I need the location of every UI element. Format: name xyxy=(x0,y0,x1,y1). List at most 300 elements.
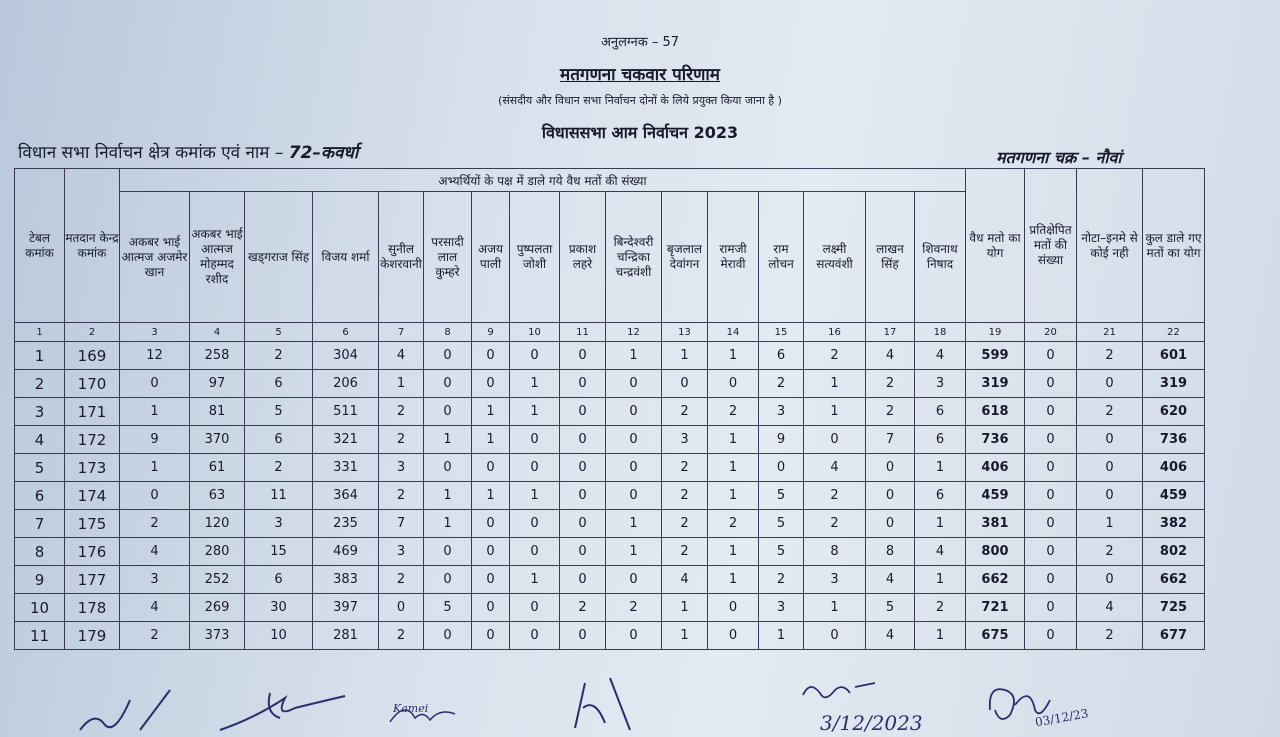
vote-cell: 4 xyxy=(804,454,866,482)
vote-cell: 0 xyxy=(1077,566,1143,594)
vote-cell: 662 xyxy=(966,566,1025,594)
vote-cell: 1 xyxy=(510,482,560,510)
vote-cell: 1 xyxy=(510,370,560,398)
vote-cell: 2 xyxy=(120,622,190,650)
vote-cell: 30 xyxy=(245,594,313,622)
vote-cell: 3 xyxy=(379,454,424,482)
vote-cell: 0 xyxy=(120,370,190,398)
vote-cell: 1 xyxy=(379,370,424,398)
vote-cell: 1 xyxy=(606,510,662,538)
booth-number-cell: 176 xyxy=(65,538,120,566)
vote-cell: 0 xyxy=(560,482,606,510)
column-header-10: पुष्पलता जोशी xyxy=(510,192,560,323)
table-row xyxy=(15,594,1205,622)
vote-cell: 2 xyxy=(866,370,915,398)
vote-cell: 0 xyxy=(606,482,662,510)
vote-cell: 1 xyxy=(662,594,708,622)
vote-cell: 0 xyxy=(424,566,472,594)
vote-cell: 4 xyxy=(866,622,915,650)
vote-cell: 4 xyxy=(379,342,424,370)
vote-cell: 0 xyxy=(510,510,560,538)
vote-cell: 0 xyxy=(472,370,510,398)
vote-cell: 677 xyxy=(1143,622,1205,650)
column-number: 12 xyxy=(606,323,662,342)
vote-cell: 0 xyxy=(1025,398,1077,426)
column-number: 22 xyxy=(1143,323,1205,342)
vote-cell: 2 xyxy=(379,622,424,650)
vote-cell: 15 xyxy=(245,538,313,566)
vote-cell: 2 xyxy=(379,426,424,454)
vote-cell: 4 xyxy=(915,538,966,566)
vote-cell: 364 xyxy=(313,482,379,510)
vote-cell: 2 xyxy=(759,566,804,594)
vote-cell: 61 xyxy=(190,454,245,482)
vote-cell: 0 xyxy=(1025,510,1077,538)
results-table xyxy=(14,168,1205,650)
vote-cell: 1 xyxy=(708,454,759,482)
column-header-9: अजय पाली xyxy=(472,192,510,323)
vote-cell: 6 xyxy=(759,342,804,370)
vote-cell: 3 xyxy=(662,426,708,454)
vote-cell: 269 xyxy=(190,594,245,622)
vote-cell: 0 xyxy=(424,538,472,566)
table-row xyxy=(15,538,1205,566)
column-header-6: विजय शर्मा xyxy=(313,192,379,323)
vote-cell: 0 xyxy=(510,426,560,454)
column-number: 5 xyxy=(245,323,313,342)
table-number-cell: 5 xyxy=(15,454,65,482)
vote-cell: 802 xyxy=(1143,538,1205,566)
column-number: 4 xyxy=(190,323,245,342)
constituency-line xyxy=(18,140,358,163)
vote-cell: 0 xyxy=(560,426,606,454)
vote-cell: 469 xyxy=(313,538,379,566)
column-header-13: बृजलाल देवांगन xyxy=(662,192,708,323)
vote-cell: 0 xyxy=(472,538,510,566)
column-header-11: प्रकाश लहरे xyxy=(560,192,606,323)
column-number: 10 xyxy=(510,323,560,342)
constituency-label: विधान सभा निर्वाचन क्षेत्र कमांक एवं नाम – xyxy=(18,143,284,163)
vote-cell: 2 xyxy=(1077,538,1143,566)
vote-cell: 0 xyxy=(510,594,560,622)
vote-cell: 373 xyxy=(190,622,245,650)
vote-cell: 2 xyxy=(379,398,424,426)
vote-cell: 319 xyxy=(1143,370,1205,398)
page-title: मतगणना चकवार परिणाम xyxy=(560,65,720,85)
vote-cell: 4 xyxy=(120,594,190,622)
table-number-cell: 3 xyxy=(15,398,65,426)
column-header-19: वैध मतो का योग xyxy=(966,169,1025,323)
vote-cell: 1 xyxy=(708,342,759,370)
column-number: 9 xyxy=(472,323,510,342)
column-header-20: प्रतिक्षेपित मतों की संख्या xyxy=(1025,169,1077,323)
vote-cell: 1 xyxy=(915,510,966,538)
vote-cell: 0 xyxy=(560,538,606,566)
vote-cell: 1 xyxy=(472,398,510,426)
vote-cell: 319 xyxy=(966,370,1025,398)
table-row xyxy=(15,454,1205,482)
vote-cell: 2 xyxy=(379,566,424,594)
vote-cell: 0 xyxy=(560,370,606,398)
vote-cell: 4 xyxy=(1077,594,1143,622)
signature-2 xyxy=(215,678,355,737)
vote-cell: 383 xyxy=(313,566,379,594)
vote-cell: 0 xyxy=(424,454,472,482)
vote-cell: 1 xyxy=(708,538,759,566)
column-number: 6 xyxy=(313,323,379,342)
signature-1 xyxy=(70,680,180,737)
vote-cell: 2 xyxy=(245,454,313,482)
vote-cell: 725 xyxy=(1143,594,1205,622)
vote-cell: 0 xyxy=(560,510,606,538)
column-header-18: शिवनाथ निषाद xyxy=(915,192,966,323)
vote-cell: 4 xyxy=(866,566,915,594)
vote-cell: 9 xyxy=(759,426,804,454)
vote-cell: 6 xyxy=(245,370,313,398)
table-row xyxy=(15,622,1205,650)
vote-cell: 2 xyxy=(662,510,708,538)
vote-cell: 0 xyxy=(560,454,606,482)
vote-cell: 97 xyxy=(190,370,245,398)
vote-cell: 1 xyxy=(915,622,966,650)
vote-cell: 1 xyxy=(804,594,866,622)
vote-cell: 2 xyxy=(662,454,708,482)
vote-cell: 6 xyxy=(915,426,966,454)
signature-date-1: 3/12/2023 xyxy=(820,711,923,735)
vote-cell: 2 xyxy=(1077,342,1143,370)
vote-cell: 381 xyxy=(966,510,1025,538)
vote-cell: 0 xyxy=(1025,622,1077,650)
vote-cell: 0 xyxy=(708,622,759,650)
vote-cell: 721 xyxy=(966,594,1025,622)
vote-cell: 235 xyxy=(313,510,379,538)
column-header-22: कुल डाले गए मतों का योग xyxy=(1143,169,1205,323)
vote-cell: 0 xyxy=(560,566,606,594)
vote-cell: 281 xyxy=(313,622,379,650)
vote-cell: 1 xyxy=(804,398,866,426)
vote-cell: 1 xyxy=(662,622,708,650)
booth-number-cell: 177 xyxy=(65,566,120,594)
vote-cell: 2 xyxy=(379,482,424,510)
vote-cell: 0 xyxy=(1025,426,1077,454)
signature-6 xyxy=(980,675,1110,737)
vote-cell: 3 xyxy=(759,594,804,622)
vote-cell: 0 xyxy=(510,538,560,566)
booth-number-cell: 171 xyxy=(65,398,120,426)
vote-cell: 7 xyxy=(379,510,424,538)
column-number: 1 xyxy=(15,323,65,342)
column-number: 13 xyxy=(662,323,708,342)
vote-cell: 2 xyxy=(245,342,313,370)
vote-cell: 0 xyxy=(1025,482,1077,510)
vote-cell: 736 xyxy=(1143,426,1205,454)
vote-cell: 258 xyxy=(190,342,245,370)
vote-cell: 382 xyxy=(1143,510,1205,538)
table-number-cell: 4 xyxy=(15,426,65,454)
vote-cell: 4 xyxy=(866,342,915,370)
vote-cell: 2 xyxy=(120,510,190,538)
vote-cell: 12 xyxy=(120,342,190,370)
column-header-8: परसादी लाल कुम्हरे xyxy=(424,192,472,323)
vote-cell: 0 xyxy=(560,622,606,650)
election-title: विधाससभा आम निर्वाचन 2023 xyxy=(541,123,739,142)
table-number-cell: 11 xyxy=(15,622,65,650)
vote-cell: 0 xyxy=(560,342,606,370)
vote-cell: 6 xyxy=(915,398,966,426)
column-number: 16 xyxy=(804,323,866,342)
vote-cell: 601 xyxy=(1143,342,1205,370)
column-header-4: अकबर भाई आत्मज मोहम्मद रशीद xyxy=(190,192,245,323)
vote-cell: 2 xyxy=(662,538,708,566)
vote-cell: 0 xyxy=(708,594,759,622)
vote-cell: 675 xyxy=(966,622,1025,650)
column-number: 2 xyxy=(65,323,120,342)
page-subtitle: (संसदीय और विधान सभा निर्वाचन दोनों के लिये प्रयुक्त किया जाना है ) xyxy=(498,94,782,107)
vote-cell: 511 xyxy=(313,398,379,426)
vote-cell: 1 xyxy=(1077,510,1143,538)
column-header-15: राम लोचन xyxy=(759,192,804,323)
vote-cell: 3 xyxy=(915,370,966,398)
vote-cell: 3 xyxy=(759,398,804,426)
vote-cell: 1 xyxy=(708,426,759,454)
annex-label: अनुलग्नक – 57 xyxy=(600,35,680,50)
vote-cell: 1 xyxy=(424,510,472,538)
vote-cell: 1 xyxy=(424,482,472,510)
column-header-7: सुनील केशरवानी xyxy=(379,192,424,323)
vote-cell: 397 xyxy=(313,594,379,622)
vote-cell: 2 xyxy=(759,370,804,398)
table-number-cell: 10 xyxy=(15,594,65,622)
vote-cell: 1 xyxy=(510,566,560,594)
vote-cell: 1 xyxy=(120,398,190,426)
booth-number-cell: 173 xyxy=(65,454,120,482)
vote-cell: 1 xyxy=(606,342,662,370)
candidates-group-header: अभ्यर्थियों के पक्ष में डाले गये वैध मतों की संख्या xyxy=(120,169,966,192)
vote-cell: 1 xyxy=(759,622,804,650)
vote-cell: 2 xyxy=(662,398,708,426)
vote-cell: 736 xyxy=(966,426,1025,454)
vote-cell: 0 xyxy=(1025,370,1077,398)
vote-cell: 0 xyxy=(510,342,560,370)
column-header-16: लक्ष्मी सत्यवंशी xyxy=(804,192,866,323)
vote-cell: 331 xyxy=(313,454,379,482)
table-row xyxy=(15,566,1205,594)
vote-cell: 3 xyxy=(245,510,313,538)
vote-cell: 7 xyxy=(866,426,915,454)
vote-cell: 280 xyxy=(190,538,245,566)
signature-date-2: 03/12/23 xyxy=(1033,706,1090,730)
vote-cell: 304 xyxy=(313,342,379,370)
vote-cell: 0 xyxy=(606,566,662,594)
vote-cell: 1 xyxy=(424,426,472,454)
booth-number-cell: 174 xyxy=(65,482,120,510)
vote-cell: 0 xyxy=(472,594,510,622)
vote-cell: 0 xyxy=(560,398,606,426)
column-number: 15 xyxy=(759,323,804,342)
vote-cell: 321 xyxy=(313,426,379,454)
vote-cell: 2 xyxy=(804,482,866,510)
vote-cell: 618 xyxy=(966,398,1025,426)
vote-cell: 0 xyxy=(662,370,708,398)
vote-cell: 2 xyxy=(804,342,866,370)
vote-cell: 1 xyxy=(915,454,966,482)
column-header-1: टेबल कमांक xyxy=(15,169,65,323)
vote-cell: 0 xyxy=(424,342,472,370)
column-number: 7 xyxy=(379,323,424,342)
vote-cell: 1 xyxy=(120,454,190,482)
vote-cell: 1 xyxy=(510,398,560,426)
column-header-17: लाखन सिंह xyxy=(866,192,915,323)
vote-cell: 2 xyxy=(708,398,759,426)
constituency-value: 72–कवर्धा xyxy=(288,143,359,163)
vote-cell: 2 xyxy=(866,398,915,426)
vote-cell: 0 xyxy=(472,622,510,650)
booth-number-cell: 172 xyxy=(65,426,120,454)
table-row xyxy=(15,510,1205,538)
vote-cell: 10 xyxy=(245,622,313,650)
column-header-5: खड्गराज सिंह xyxy=(245,192,313,323)
vote-cell: 2 xyxy=(708,510,759,538)
column-number: 21 xyxy=(1077,323,1143,342)
vote-cell: 206 xyxy=(313,370,379,398)
vote-cell: 1 xyxy=(915,566,966,594)
vote-cell: 63 xyxy=(190,482,245,510)
vote-cell: 3 xyxy=(804,566,866,594)
vote-cell: 0 xyxy=(510,454,560,482)
vote-cell: 0 xyxy=(472,454,510,482)
vote-cell: 0 xyxy=(472,566,510,594)
signature-5 xyxy=(795,675,945,737)
vote-cell: 3 xyxy=(379,538,424,566)
vote-cell: 6 xyxy=(915,482,966,510)
vote-cell: 0 xyxy=(472,510,510,538)
vote-cell: 0 xyxy=(606,398,662,426)
vote-cell: 800 xyxy=(966,538,1025,566)
booth-number-cell: 179 xyxy=(65,622,120,650)
vote-cell: 0 xyxy=(510,622,560,650)
vote-cell: 0 xyxy=(1077,426,1143,454)
vote-cell: 1 xyxy=(708,566,759,594)
table-row xyxy=(15,426,1205,454)
vote-cell: 0 xyxy=(472,342,510,370)
vote-cell: 406 xyxy=(966,454,1025,482)
vote-cell: 2 xyxy=(1077,622,1143,650)
column-header-2: मतदान केन्द्र कमांक xyxy=(65,169,120,323)
vote-cell: 9 xyxy=(120,426,190,454)
vote-cell: 1 xyxy=(662,342,708,370)
vote-cell: 11 xyxy=(245,482,313,510)
vote-cell: 0 xyxy=(708,370,759,398)
vote-cell: 0 xyxy=(379,594,424,622)
vote-cell: 0 xyxy=(804,426,866,454)
vote-cell: 459 xyxy=(1143,482,1205,510)
vote-cell: 370 xyxy=(190,426,245,454)
vote-cell: 8 xyxy=(804,538,866,566)
vote-cell: 1 xyxy=(472,426,510,454)
column-number: 17 xyxy=(866,323,915,342)
vote-cell: 6 xyxy=(245,426,313,454)
vote-cell: 4 xyxy=(915,342,966,370)
vote-cell: 4 xyxy=(662,566,708,594)
booth-number-cell: 169 xyxy=(65,342,120,370)
vote-cell: 2 xyxy=(804,510,866,538)
vote-cell: 0 xyxy=(1025,342,1077,370)
vote-cell: 1 xyxy=(708,482,759,510)
vote-cell: 0 xyxy=(1025,594,1077,622)
vote-cell: 0 xyxy=(606,426,662,454)
vote-cell: 120 xyxy=(190,510,245,538)
column-number: 19 xyxy=(966,323,1025,342)
column-number: 3 xyxy=(120,323,190,342)
vote-cell: 2 xyxy=(662,482,708,510)
vote-cell: 2 xyxy=(1077,398,1143,426)
round-label: मतगणना चक्र – xyxy=(996,148,1090,167)
column-header-12: बिन्देश्वरी चन्द्रिका चन्द्रवंशी xyxy=(606,192,662,323)
vote-cell: 0 xyxy=(120,482,190,510)
round-line xyxy=(996,146,1122,168)
vote-cell: 459 xyxy=(966,482,1025,510)
vote-cell: 2 xyxy=(560,594,606,622)
table-row xyxy=(15,482,1205,510)
vote-cell: 5 xyxy=(759,482,804,510)
round-value: नौवां xyxy=(1095,148,1122,167)
column-number: 18 xyxy=(915,323,966,342)
table-number-cell: 2 xyxy=(15,370,65,398)
vote-cell: 0 xyxy=(1025,454,1077,482)
vote-cell: 0 xyxy=(606,622,662,650)
column-header-3: अकबर भाई आत्मज अजमेर खान xyxy=(120,192,190,323)
column-number-row xyxy=(15,323,1205,342)
vote-cell: 0 xyxy=(1077,482,1143,510)
vote-cell: 406 xyxy=(1143,454,1205,482)
column-number: 11 xyxy=(560,323,606,342)
column-header-21: नोटा–इनमे से कोई नही xyxy=(1077,169,1143,323)
vote-cell: 6 xyxy=(245,566,313,594)
vote-cell: 599 xyxy=(966,342,1025,370)
vote-cell: 0 xyxy=(1025,538,1077,566)
vote-cell: 0 xyxy=(424,622,472,650)
table-row xyxy=(15,342,1205,370)
vote-cell: 4 xyxy=(120,538,190,566)
vote-cell: 0 xyxy=(759,454,804,482)
vote-cell: 1 xyxy=(804,370,866,398)
vote-cell: 8 xyxy=(866,538,915,566)
vote-cell: 0 xyxy=(424,370,472,398)
vote-cell: 5 xyxy=(424,594,472,622)
table-number-cell: 1 xyxy=(15,342,65,370)
vote-cell: 252 xyxy=(190,566,245,594)
table-number-cell: 6 xyxy=(15,482,65,510)
vote-cell: 2 xyxy=(606,594,662,622)
booth-number-cell: 175 xyxy=(65,510,120,538)
vote-cell: 0 xyxy=(1025,566,1077,594)
vote-cell: 620 xyxy=(1143,398,1205,426)
vote-cell: 3 xyxy=(120,566,190,594)
table-row xyxy=(15,370,1205,398)
vote-cell: 5 xyxy=(866,594,915,622)
column-number: 8 xyxy=(424,323,472,342)
vote-cell: 0 xyxy=(866,482,915,510)
booth-number-cell: 170 xyxy=(65,370,120,398)
vote-cell: 5 xyxy=(245,398,313,426)
vote-cell: 5 xyxy=(759,510,804,538)
vote-cell: 0 xyxy=(606,454,662,482)
vote-cell: 0 xyxy=(424,398,472,426)
vote-cell: 5 xyxy=(759,538,804,566)
table-number-cell: 9 xyxy=(15,566,65,594)
signature-3 xyxy=(385,690,465,730)
vote-cell: 0 xyxy=(606,370,662,398)
